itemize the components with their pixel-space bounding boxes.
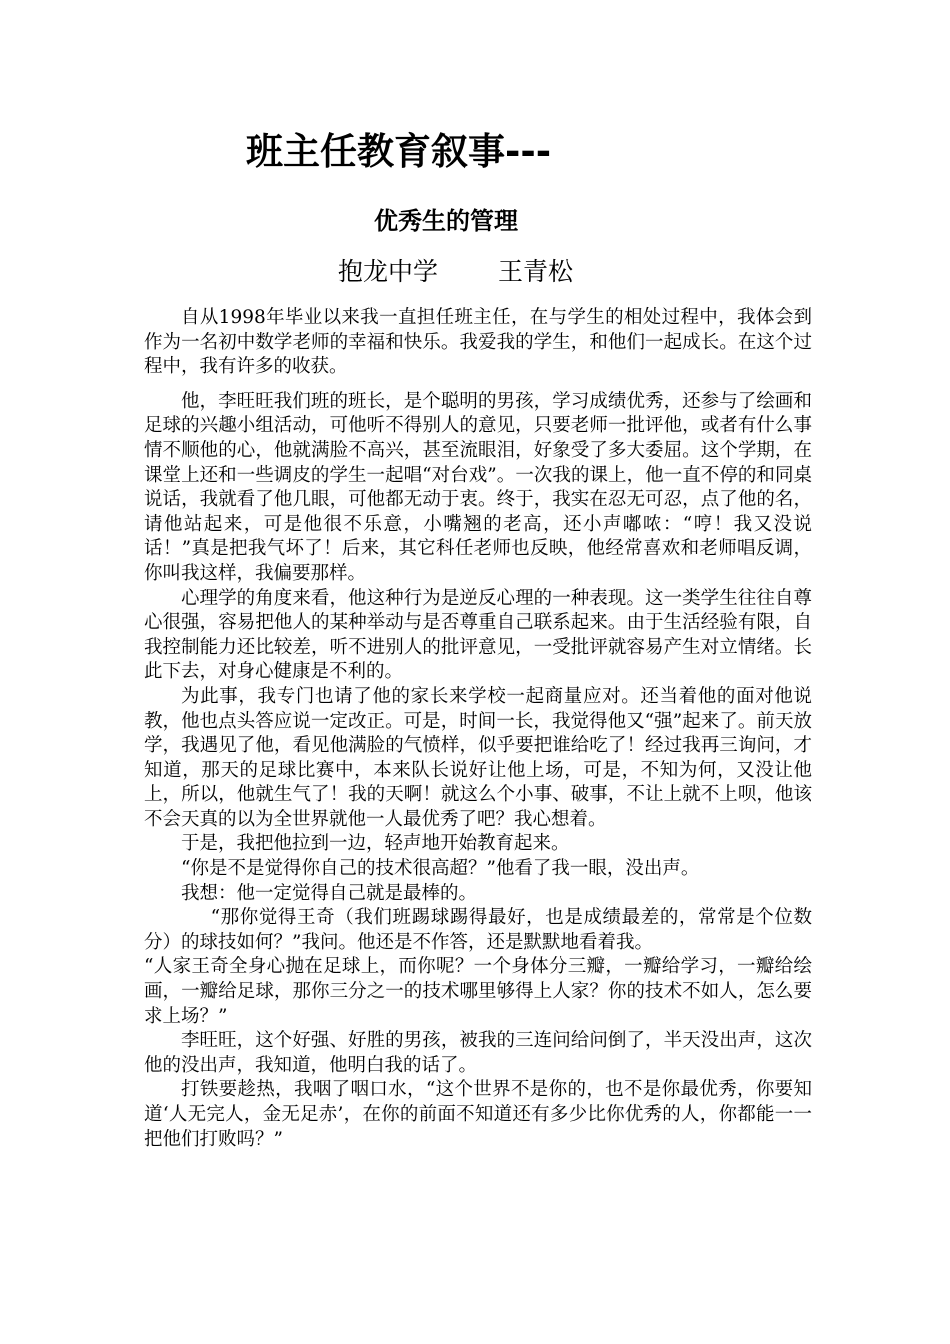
paragraph: 于是，我把他拉到一边，轻声地开始教育起来。 xyxy=(181,833,570,855)
author-line xyxy=(338,254,573,290)
paragraph: 为此事，我专门也请了他的家长来学校一起商量应对。还当着他的面对他说教，他也点头答应说一定改正。可是，时间一长，我觉得他又“强”起来了。前天放学，我遇见了他，看见他满脸的气愤样，似乎要把谁给吃了！经过我再三询问，才知道，那天的足球比赛中，本来队长说好让他上场，可是，不知为何，又没让他上，所以，他就生气了！我的天啊！就这么个小事、破事，不让上就不上呗，他该不会天真的以为全世界就他一人最优秀了吧？我心想着。 xyxy=(144,685,812,830)
paragraph: 他，李旺旺我们班的班长，是个聪明的男孩，学习成绩优秀，还参与了绘画和足球的兴趣小组活动，可他听不得别人的意见，只要老师一批评他，或者有什么事情不顺他的心，他就满脸不高兴，甚至流眼泪，好象受了多大委屈。这个学期，在课堂上还和一些调皮的学生一起唱“对台戏”。一次我的课上，他一直不停的和同桌说话，我就看了他几眼，可他都无动于衷。终于，我实在忍无可忍，点了他的名，请他站起来，可是他很不乐意，小嘴翘的老高，还小声嘟哝：“哼！我又没说话！”真是把我气坏了！后来，其它科任老师也反映，他经常喜欢和老师唱反调，你叫我这样，我偏要那样。 xyxy=(144,390,812,584)
paragraph: “那你觉得王奇（我们班踢球踢得最好，也是成绩最差的，常常是个位数分）的球技如何？”我问。他还是不作答，还是默默地看着我。 xyxy=(144,907,812,953)
paragraph: 我想：他一定觉得自己就是最棒的。 xyxy=(181,882,478,904)
author-school: 抱龙中学 xyxy=(338,257,439,286)
paragraph: 打铁要趁热，我咽了咽口水，“这个世界不是你的，也不是你最优秀，你要知道‘人无完人，金无足赤’，在你的前面不知道还有多少比你优秀的人，你都能一一把他们打败吗？” xyxy=(144,1079,812,1150)
paragraph: “你是不是觉得你自己的技术很高超？”他看了我一眼，没出声。 xyxy=(181,858,700,880)
paragraph: 心理学的角度来看，他这种行为是逆反心理的一种表现。这一类学生往往自尊心很强，容易把他人的某种举动与是否尊重自己联系起来。由于生活经验有限，自我控制能力还比较差，听不进别人的批评意见，一受批评就容易产生对立情绪。长此下去，对身心健康是不利的。 xyxy=(144,587,812,683)
paragraph: “人家王奇全身心抛在足球上，而你呢？一个身体分三瓣，一瓣给学习，一瓣给绘画，一瓣给足球，那你三分之一的技术哪里够得上人家？你的技术不如人，怎么要求上场？” xyxy=(144,956,812,1027)
paragraph: 自从1998年毕业以来我一直担任班主任，在与学生的相处过程中，我体会到作为一名初中数学老师的幸福和快乐。我爱我的学生，和他们一起成长。在这个过程中，我有许多的收获。 xyxy=(144,307,812,378)
body-text xyxy=(144,306,812,1152)
author-name: 王青松 xyxy=(497,257,573,286)
document-title: 班主任教育叙事--- xyxy=(246,130,552,173)
paragraph: 李旺旺，这个好强、好胜的男孩，被我的三连问给问倒了，半天没出声，这次他的没出声，我知道，他明白我的话了。 xyxy=(144,1030,812,1076)
document-subtitle: 优秀生的管理 xyxy=(374,207,518,235)
